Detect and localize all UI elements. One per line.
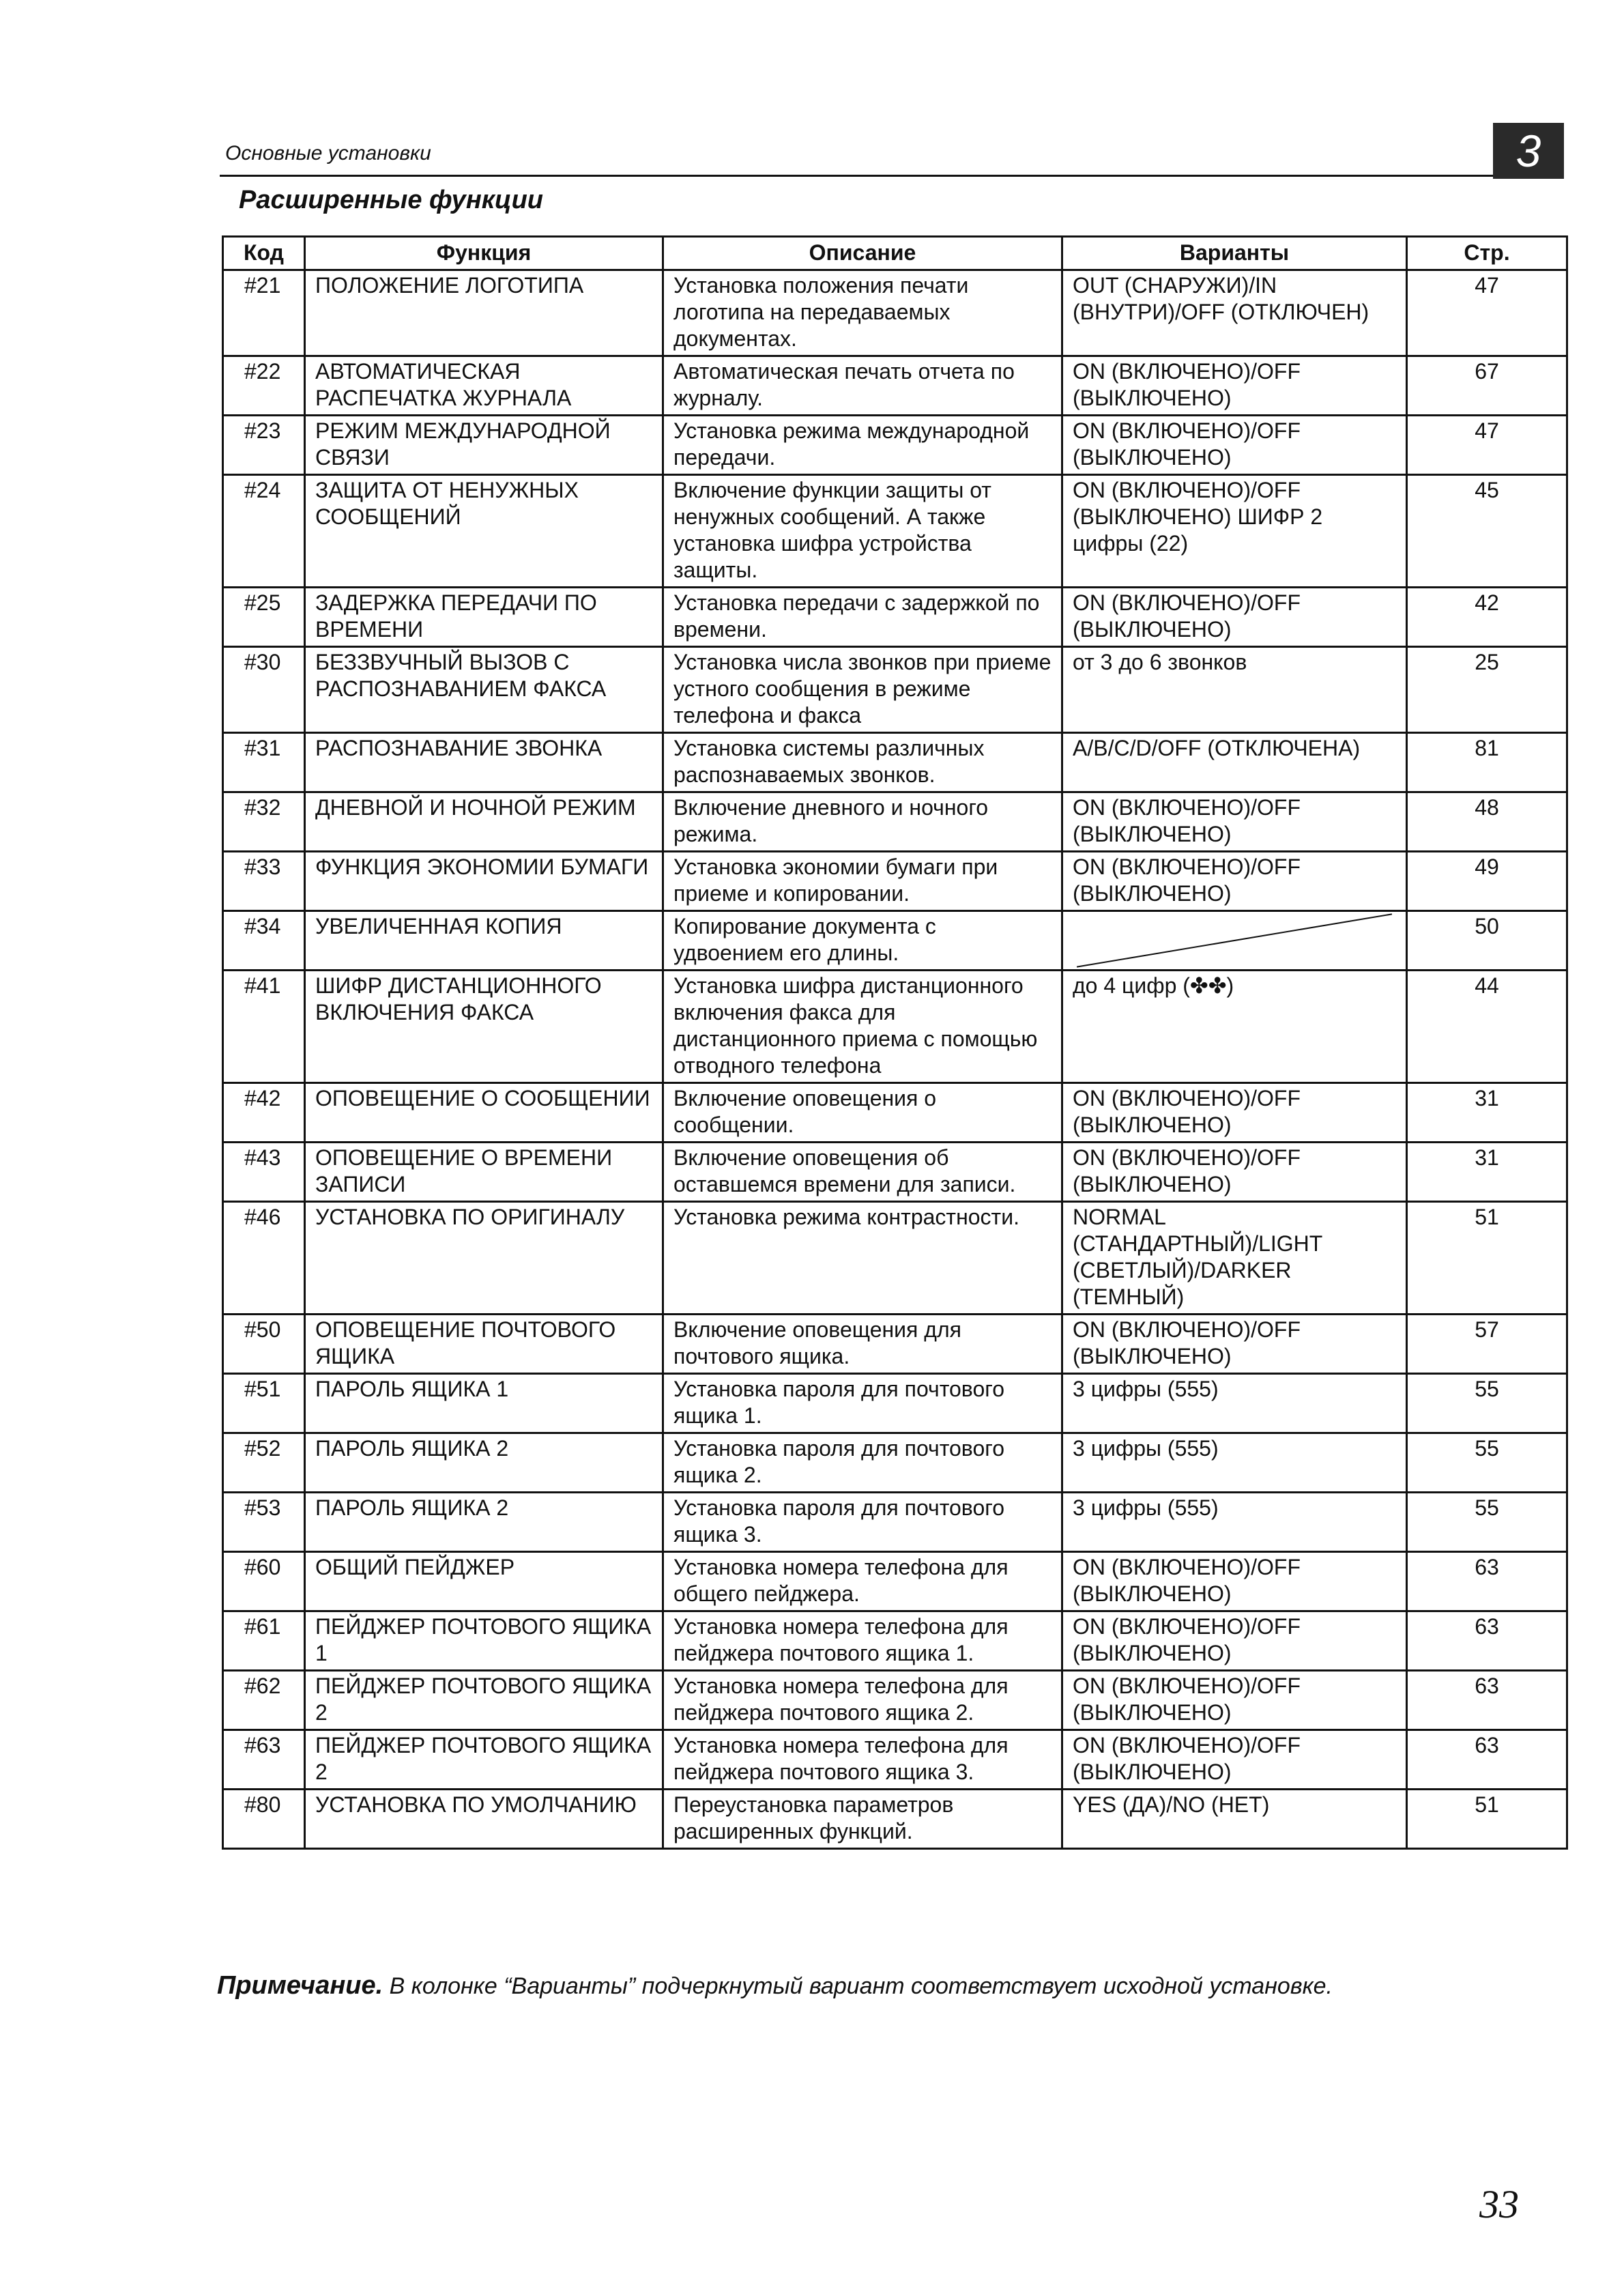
table-row — [223, 1611, 1567, 1671]
table-row — [223, 1374, 1567, 1433]
cell-options: до 4 цифр (✤✤) — [1062, 971, 1407, 1083]
cell-code: #32 — [223, 792, 305, 852]
table-row — [223, 1315, 1567, 1374]
table-row — [223, 1143, 1567, 1202]
cell-description: Установка номера телефона для общего пейджера. — [663, 1552, 1062, 1611]
page-number: 33 — [1479, 2182, 1519, 2226]
cell-page: 55 — [1407, 1374, 1567, 1433]
cell-function: ОПОВЕЩЕНИЕ О СООБЩЕНИИ — [305, 1083, 663, 1143]
cell-page: 63 — [1407, 1671, 1567, 1730]
cell-function: ФУНКЦИЯ ЭКОНОМИИ БУМАГИ — [305, 852, 663, 911]
table-row — [223, 1671, 1567, 1730]
cell-options: ON (ВКЛЮЧЕНО)/OFF (ВЫКЛЮЧЕНО) — [1062, 1552, 1407, 1611]
cell-options: ON (ВКЛЮЧЕНО)/OFF (ВЫКЛЮЧЕНО) — [1062, 1730, 1407, 1790]
cell-description: Копирование документа с удвоением его длины. — [663, 911, 1062, 971]
footnote-text: В колонке “Варианты” подчеркнутый вариант соответствует исходной установке. — [389, 1973, 1333, 1999]
cell-code: #34 — [223, 911, 305, 971]
cell-code: #41 — [223, 971, 305, 1083]
cell-function: ПЕЙДЖЕР ПОЧТОВОГО ЯЩИКА 2 — [305, 1671, 663, 1730]
cell-options: от 3 до 6 звонков — [1062, 647, 1407, 733]
cell-page: 49 — [1407, 852, 1567, 911]
cell-page: 63 — [1407, 1552, 1567, 1611]
cell-description: Установка номера телефона для пейджера почтового ящика 2. — [663, 1671, 1062, 1730]
cell-page: 51 — [1407, 1790, 1567, 1849]
cell-options: OUT (СНАРУЖИ)/IN (ВНУТРИ)/OFF (ОТКЛЮЧЕН) — [1062, 270, 1407, 356]
column-header-page: Стр. — [1407, 237, 1567, 270]
cell-code: #30 — [223, 647, 305, 733]
cell-code: #24 — [223, 475, 305, 588]
cell-code: #63 — [223, 1730, 305, 1790]
cell-options: 3 цифры (555) — [1062, 1374, 1407, 1433]
cell-description: Установка шифра дистанционного включения факса для дистанционного приема с помощью отводного телефона — [663, 971, 1062, 1083]
cell-function: ОПОВЕЩЕНИЕ ПОЧТОВОГО ЯЩИКА — [305, 1315, 663, 1374]
cell-page: 63 — [1407, 1730, 1567, 1790]
cell-page: 25 — [1407, 647, 1567, 733]
cell-code: #60 — [223, 1552, 305, 1611]
table-row — [223, 1083, 1567, 1143]
table-row — [223, 1552, 1567, 1611]
cell-page: 55 — [1407, 1433, 1567, 1493]
cell-function: УСТАНОВКА ПО УМОЛЧАНИЮ — [305, 1790, 663, 1849]
column-header-description: Описание — [663, 237, 1062, 270]
cell-options: ON (ВКЛЮЧЕНО)/OFF (ВЫКЛЮЧЕНО) — [1062, 852, 1407, 911]
section-title: Расширенные функции — [239, 186, 543, 214]
table-header-row — [223, 237, 1567, 270]
cell-page: 31 — [1407, 1143, 1567, 1202]
table-body — [223, 270, 1567, 1849]
cell-description: Включение оповещения о сообщении. — [663, 1083, 1062, 1143]
cell-function: БЕЗЗВУЧНЫЙ ВЫЗОВ С РАСПОЗНАВАНИЕМ ФАКСА — [305, 647, 663, 733]
cell-code: #42 — [223, 1083, 305, 1143]
cell-page: 57 — [1407, 1315, 1567, 1374]
cell-function: ОПОВЕЩЕНИЕ О ВРЕМЕНИ ЗАПИСИ — [305, 1143, 663, 1202]
cell-options: ON (ВКЛЮЧЕНО)/OFF (ВЫКЛЮЧЕНО) — [1062, 1143, 1407, 1202]
cell-options: NORMAL (СТАНДАРТНЫЙ)/LIGHT (СВЕТЛЫЙ)/DARKER (ТЕМНЫЙ) — [1062, 1202, 1407, 1315]
cell-options: ON (ВКЛЮЧЕНО)/OFF (ВЫКЛЮЧЕНО) ШИФР 2 цифры (22) — [1062, 475, 1407, 588]
cell-options: 3 цифры (555) — [1062, 1493, 1407, 1552]
cell-description: Установка номера телефона для пейджера почтового ящика 1. — [663, 1611, 1062, 1671]
cell-code: #25 — [223, 588, 305, 647]
cell-code: #46 — [223, 1202, 305, 1315]
cell-function: АВТОМАТИЧЕСКАЯ РАСПЕЧАТКА ЖУРНАЛА — [305, 356, 663, 416]
cell-code: #52 — [223, 1433, 305, 1493]
cell-code: #80 — [223, 1790, 305, 1849]
cell-function: ПОЛОЖЕНИЕ ЛОГОТИПА — [305, 270, 663, 356]
header-rule — [220, 175, 1493, 177]
cell-options: ON (ВКЛЮЧЕНО)/OFF (ВЫКЛЮЧЕНО) — [1062, 792, 1407, 852]
cell-page: 31 — [1407, 1083, 1567, 1143]
cell-page: 44 — [1407, 971, 1567, 1083]
cell-code: #50 — [223, 1315, 305, 1374]
cell-function: ПАРОЛЬ ЯЩИКА 2 — [305, 1493, 663, 1552]
table-row — [223, 475, 1567, 588]
cell-page: 50 — [1407, 911, 1567, 971]
table-row — [223, 1493, 1567, 1552]
table-row — [223, 1730, 1567, 1790]
cell-function: ПАРОЛЬ ЯЩИКА 1 — [305, 1374, 663, 1433]
table-row — [223, 1433, 1567, 1493]
footnote-label: Примечание. — [217, 1971, 383, 2000]
cell-options: ON (ВКЛЮЧЕНО)/OFF (ВЫКЛЮЧЕНО) — [1062, 588, 1407, 647]
cell-description: Установка положения печати логотипа на передаваемых документах. — [663, 270, 1062, 356]
table-row — [223, 852, 1567, 911]
cell-function: ПЕЙДЖЕР ПОЧТОВОГО ЯЩИКА 2 — [305, 1730, 663, 1790]
cell-page: 81 — [1407, 733, 1567, 792]
cell-description: Включение оповещения об оставшемся времени для записи. — [663, 1143, 1062, 1202]
table-row — [223, 792, 1567, 852]
column-header-options: Варианты — [1062, 237, 1407, 270]
cell-page: 47 — [1407, 270, 1567, 356]
not-applicable-diagonal — [1063, 912, 1406, 969]
cell-function: РЕЖИМ МЕЖДУНАРОДНОЙ СВЯЗИ — [305, 416, 663, 475]
cell-function: ЗАДЕРЖКА ПЕРЕДАЧИ ПО ВРЕМЕНИ — [305, 588, 663, 647]
cell-options: ON (ВКЛЮЧЕНО)/OFF (ВЫКЛЮЧЕНО) — [1062, 1315, 1407, 1374]
cell-page: 45 — [1407, 475, 1567, 588]
cell-options: ON (ВКЛЮЧЕНО)/OFF (ВЫКЛЮЧЕНО) — [1062, 416, 1407, 475]
cell-function: ПАРОЛЬ ЯЩИКА 2 — [305, 1433, 663, 1493]
table-row — [223, 733, 1567, 792]
cell-options — [1062, 911, 1407, 971]
cell-code: #61 — [223, 1611, 305, 1671]
cell-code: #51 — [223, 1374, 305, 1433]
cell-description: Включение оповещения для почтового ящика. — [663, 1315, 1062, 1374]
table-row — [223, 1790, 1567, 1849]
cell-page: 42 — [1407, 588, 1567, 647]
cell-function: ШИФР ДИСТАНЦИОННОГО ВКЛЮЧЕНИЯ ФАКСА — [305, 971, 663, 1083]
cell-page: 63 — [1407, 1611, 1567, 1671]
table-row — [223, 356, 1567, 416]
cell-page: 67 — [1407, 356, 1567, 416]
cell-description: Переустановка параметров расширенных функций. — [663, 1790, 1062, 1849]
cell-options: ON (ВКЛЮЧЕНО)/OFF (ВЫКЛЮЧЕНО) — [1062, 1671, 1407, 1730]
cell-page: 51 — [1407, 1202, 1567, 1315]
cell-options: A/B/C/D/OFF (ОТКЛЮЧЕНА) — [1062, 733, 1407, 792]
chapter-badge: 3 — [1493, 123, 1564, 179]
table-row — [223, 270, 1567, 356]
cell-description: Установка экономии бумаги при приеме и копировании. — [663, 852, 1062, 911]
functions-table — [222, 235, 1568, 1850]
table-row — [223, 588, 1567, 647]
cell-description: Включение функции защиты от ненужных сообщений. А также установка шифра устройства защиты. — [663, 475, 1062, 588]
cell-page: 47 — [1407, 416, 1567, 475]
header-section-title: Основные установки — [225, 142, 431, 164]
cell-options: YES (ДА)/NO (НЕТ) — [1062, 1790, 1407, 1849]
cell-description: Установка номера телефона для пейджера почтового ящика 3. — [663, 1730, 1062, 1790]
cell-description: Установка режима контрастности. — [663, 1202, 1062, 1315]
table-row — [223, 911, 1567, 971]
cell-function: ЗАЩИТА ОТ НЕНУЖНЫХ СООБЩЕНИЙ — [305, 475, 663, 588]
cell-code: #33 — [223, 852, 305, 911]
cell-description: Установка режима международной передачи. — [663, 416, 1062, 475]
table-row — [223, 416, 1567, 475]
cell-page: 48 — [1407, 792, 1567, 852]
cell-options: ON (ВКЛЮЧЕНО)/OFF (ВЫКЛЮЧЕНО) — [1062, 356, 1407, 416]
column-header-code: Код — [223, 237, 305, 270]
cell-code: #23 — [223, 416, 305, 475]
cell-function: ДНЕВНОЙ И НОЧНОЙ РЕЖИМ — [305, 792, 663, 852]
cell-function: РАСПОЗНАВАНИЕ ЗВОНКА — [305, 733, 663, 792]
table-row — [223, 971, 1567, 1083]
cell-description: Автоматическая печать отчета по журналу. — [663, 356, 1062, 416]
cell-function: ОБЩИЙ ПЕЙДЖЕР — [305, 1552, 663, 1611]
table-row — [223, 647, 1567, 733]
cell-function: УВЕЛИЧЕННАЯ КОПИЯ — [305, 911, 663, 971]
cell-options: ON (ВКЛЮЧЕНО)/OFF (ВЫКЛЮЧЕНО) — [1062, 1083, 1407, 1143]
cell-code: #62 — [223, 1671, 305, 1730]
cell-description: Установка пароля для почтового ящика 1. — [663, 1374, 1062, 1433]
cell-code: #22 — [223, 356, 305, 416]
cell-description: Установка числа звонков при приеме устного сообщения в режиме телефона и факса — [663, 647, 1062, 733]
cell-description: Установка пароля для почтового ящика 2. — [663, 1433, 1062, 1493]
cell-options: 3 цифры (555) — [1062, 1433, 1407, 1493]
cell-description: Установка передачи с задержкой по времени. — [663, 588, 1062, 647]
cell-code: #31 — [223, 733, 305, 792]
cell-code: #43 — [223, 1143, 305, 1202]
cell-description: Установка системы различных распознаваемых звонков. — [663, 733, 1062, 792]
cell-page: 55 — [1407, 1493, 1567, 1552]
cell-function: ПЕЙДЖЕР ПОЧТОВОГО ЯЩИКА 1 — [305, 1611, 663, 1671]
cell-options: ON (ВКЛЮЧЕНО)/OFF (ВЫКЛЮЧЕНО) — [1062, 1611, 1407, 1671]
cell-description: Включение дневного и ночного режима. — [663, 792, 1062, 852]
cell-code: #21 — [223, 270, 305, 356]
cell-description: Установка пароля для почтового ящика 3. — [663, 1493, 1062, 1552]
column-header-function: Функция — [305, 237, 663, 270]
cell-function: УСТАНОВКА ПО ОРИГИНАЛУ — [305, 1202, 663, 1315]
footnote — [217, 1971, 1333, 2000]
cell-code: #53 — [223, 1493, 305, 1552]
table-row — [223, 1202, 1567, 1315]
